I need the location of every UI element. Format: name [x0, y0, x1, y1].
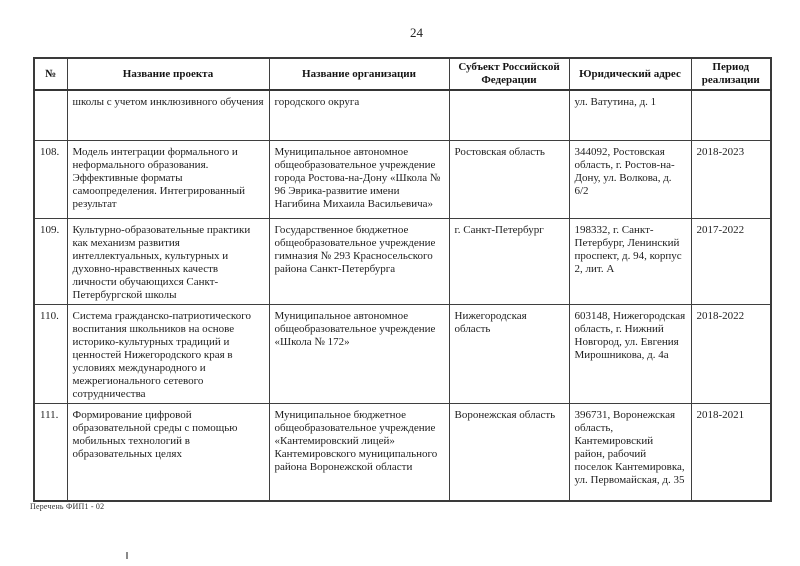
- column-header-organization: Название организации: [269, 58, 449, 90]
- column-header-region: Субъект Российской Федерации: [449, 58, 569, 90]
- scan-artifact: [126, 552, 128, 559]
- cell-project: Система гражданско-патриотического воспитания школьников на основе историко-культурных традиций и ценностей Нижегородского края в условиях международного и межрегионального сетевого сотрудничества: [67, 304, 269, 403]
- cell-project: школы с учетом инклюзивного обучения: [67, 90, 269, 140]
- cell-address: ул. Ватутина, д. 1: [569, 90, 691, 140]
- table-row: [34, 218, 771, 304]
- cell-project: Культурно-образовательные практики как механизм развития интеллектуальных, культурных и духовно-нравственных качеств личности обучающихся Санкт-Петербургской школы: [67, 218, 269, 304]
- cell-organization: Муниципальное бюджетное общеобразовательное учреждение «Кантемировский лицей» Кантемировского муниципального района Воронежской области: [269, 403, 449, 501]
- projects-table: [33, 57, 772, 502]
- column-header-period: Период реализации: [691, 58, 771, 90]
- cell-region: Ростовская область: [449, 140, 569, 218]
- cell-number: 111.: [34, 403, 67, 501]
- cell-project: Формирование цифровой образовательной среды с помощью мобильных технологий в образовательных целях: [67, 403, 269, 501]
- cell-organization: Муниципальное автономное общеобразовательное учреждение «Школа № 172»: [269, 304, 449, 403]
- table-row: [34, 403, 771, 501]
- cell-address: 344092, Ростовская область, г. Ростов-на-Дону, ул. Волкова, д. 6/2: [569, 140, 691, 218]
- cell-number: 110.: [34, 304, 67, 403]
- footer-document-code: Перечень ФИП1 - 02: [30, 502, 105, 511]
- cell-number: 108.: [34, 140, 67, 218]
- cell-region: [449, 90, 569, 140]
- column-header-project: Название проекта: [67, 58, 269, 90]
- cell-period: [691, 90, 771, 140]
- cell-period: 2018-2021: [691, 403, 771, 501]
- table-row: [34, 90, 771, 140]
- cell-number: [34, 90, 67, 140]
- cell-period: 2017-2022: [691, 218, 771, 304]
- cell-address: 603148, Нижегородская область, г. Нижний Новгород, ул. Евгения Мирошникова, д. 4а: [569, 304, 691, 403]
- cell-organization: Муниципальное автономное общеобразовательное учреждение города Ростова-на-Дону «Школа № 96 Эврика-развитие имени Нагибина Михаила Васильевича»: [269, 140, 449, 218]
- cell-period: 2018-2023: [691, 140, 771, 218]
- cell-number: 109.: [34, 218, 67, 304]
- cell-project: Модель интеграции формального и неформального образования. Эффективные форматы самоопределения. Интегрированный результат: [67, 140, 269, 218]
- table-row: [34, 304, 771, 403]
- table-row: [34, 140, 771, 218]
- table-header-row: [34, 58, 771, 90]
- cell-organization: городского округа: [269, 90, 449, 140]
- cell-region: Нижегородская область: [449, 304, 569, 403]
- column-header-number: №: [34, 58, 67, 90]
- cell-region: г. Санкт-Петербург: [449, 218, 569, 304]
- cell-address: 396731, Воронежская область, Кантемировский район, рабочий поселок Кантемировка, ул. Первомайская, д. 35: [569, 403, 691, 501]
- page-number: 24: [410, 25, 423, 40]
- column-header-address: Юридический адрес: [569, 58, 691, 90]
- cell-region: Воронежская область: [449, 403, 569, 501]
- cell-address: 198332, г. Санкт-Петербург, Ленинский проспект, д. 94, корпус 2, лит. А: [569, 218, 691, 304]
- cell-period: 2018-2022: [691, 304, 771, 403]
- cell-organization: Государственное бюджетное общеобразовательное учреждение гимназия № 293 Красносельского района Санкт-Петербурга: [269, 218, 449, 304]
